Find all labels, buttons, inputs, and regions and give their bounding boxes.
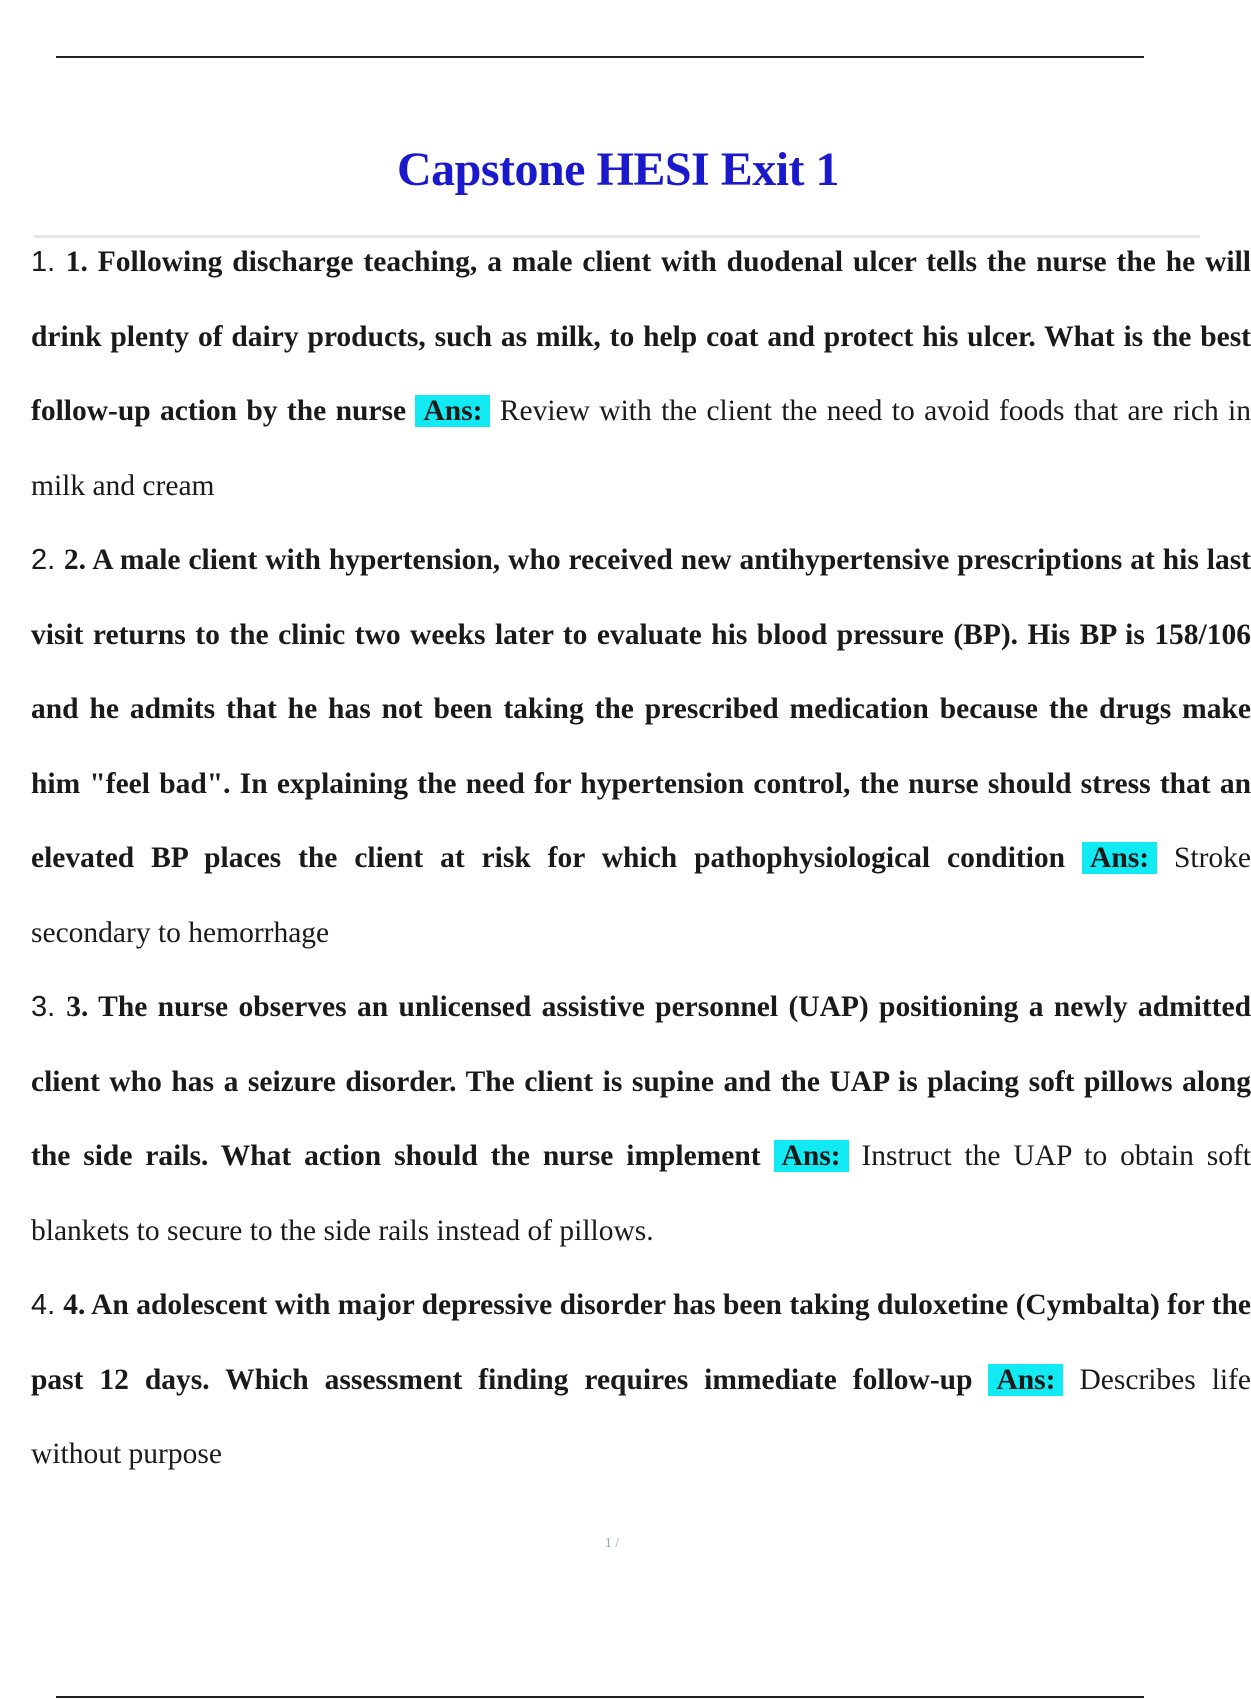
bottom-rule	[56, 1696, 1144, 1698]
question-number: 3.	[31, 991, 67, 1023]
answer-label: Ans:	[415, 395, 490, 427]
question-text: 4. An adolescent with major depressive disorder has been taking duloxetine (Cymbalta) for the past 12 days. Which assessment finding requires immediate follow-up	[31, 1289, 1251, 1396]
answer-label: Ans:	[988, 1364, 1063, 1396]
question-text: 2. A male client with hypertension, who received new antihypertensive prescriptions at his last visit returns to the clinic two weeks later to evaluate his blood pressure (BP). His BP is 158/106 and he admits that he has not been taking the prescribed medication because the drugs make him "feel bad". In explaining the need for hypertension control, the nurse should stress that an elevated BP places the client at risk for which pathophysiological condition	[31, 544, 1251, 874]
document-title: Capstone HESI Exit 1	[396, 143, 840, 197]
question-item	[31, 225, 1251, 523]
answer-text: Stroke secondary to hemorrhage	[31, 842, 1251, 949]
question-number: 1.	[31, 246, 66, 278]
answer-text: Describes life without purpose	[31, 1363, 1251, 1470]
question-text: 3. The nurse observes an unlicensed assistive personnel (UAP) positioning a newly admitted client who has a seizure disorder. The client is supine and the UAP is placing soft pillows along the side rails. What action should the nurse implement	[31, 991, 1251, 1172]
answer-label: Ans:	[774, 1140, 849, 1172]
top-rule	[56, 56, 1144, 58]
question-item	[31, 523, 1251, 970]
page-number: 1 /	[604, 1536, 620, 1551]
question-item	[31, 1268, 1251, 1492]
answer-label: Ans:	[1082, 842, 1157, 874]
answer-text: Instruct the UAP to obtain soft blankets to secure to the side rails instead of pillows.	[31, 1140, 1251, 1247]
question-number: 4.	[31, 1289, 64, 1321]
question-item	[31, 970, 1251, 1268]
answer-text: Review with the client the need to avoid foods that are rich in milk and cream	[31, 395, 1251, 502]
question-number: 2.	[31, 544, 64, 576]
question-list	[31, 225, 1251, 1492]
question-text: 1. Following discharge teaching, a male client with duodenal ulcer tells the nurse the he will drink plenty of dairy products, such as milk, to help coat and protect his ulcer. What is the best follow-up action by the nurse	[31, 246, 1251, 427]
